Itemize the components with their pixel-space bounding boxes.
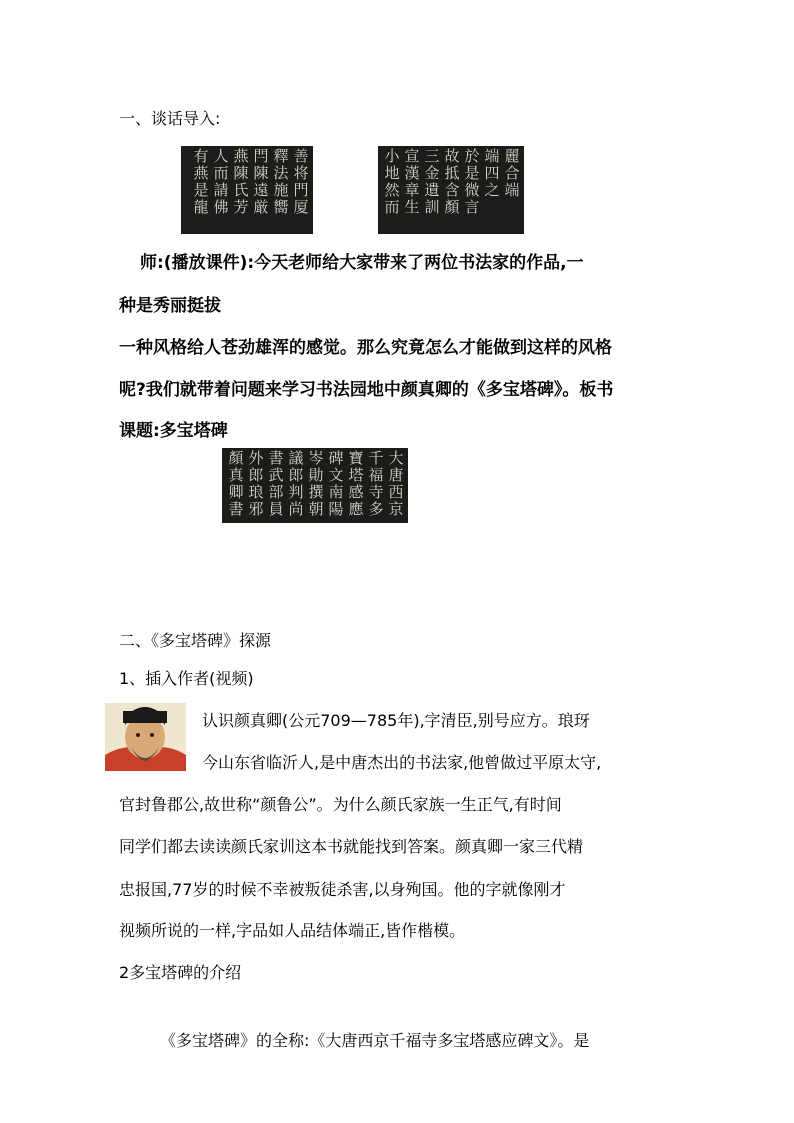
author-text-line: 视频所说的一样,字品如人品结体端正,皆作楷模。 [119, 921, 466, 940]
teacher-text-line: 种是秀丽挺拔 [119, 296, 221, 316]
author-text-line: 官封鲁郡公,故世称“颜鲁公”。为什么颜氏家族一生正气,有时间 [119, 795, 562, 814]
author-text-line: 今山东省临沂人,是中唐杰出的书法家,他曾做过平原太守, [202, 753, 602, 772]
teacher-text-line: 课题:多宝塔碑 [119, 421, 228, 441]
section-heading-intro: 一、谈话导入: [119, 109, 221, 128]
author-text-line: 忠报国,77岁的时候不幸被叛徒杀害,以身殉国。他的字就像刚才 [119, 880, 566, 899]
subheading-author: 1、插入作者(视频) [119, 669, 254, 688]
author-text-line: 同学们都去读读颜氏家训这本书就能找到答案。颜真卿一家三代精 [119, 837, 584, 856]
teacher-text-line: 呢?我们就带着问题来学习书法园地中颜真卿的《多宝塔碑》。板书 [119, 380, 614, 400]
author-text-line: 认识颜真卿(公元709—785年),字清臣,别号应方。琅玡 [202, 711, 590, 730]
section-heading-origin: 二、《多宝塔碑》探源 [119, 631, 272, 650]
teacher-text-line: 一种风格给人苍劲雄浑的感觉。那么究竟怎么才能做到这样的风格 [119, 338, 612, 358]
calligraphy-rubbing-image: 善将門厦 釋法施嚮 閂陳遠厳 燕陳氏芳 人而請佛 有燕是龍 [181, 146, 313, 234]
intro-text-line: 《多宝塔碑》的全称:《大唐西京千福寺多宝塔感应碑文》。是 [160, 1031, 590, 1050]
portrait-image [105, 703, 186, 771]
portrait-drawing [105, 703, 186, 771]
subheading-intro: 2多宝塔碑的介绍 [119, 963, 242, 982]
calligraphy-rubbing-image: 麗合端 端四之 於是微言 故抵含顏 三金遺訓 宣漢章生 小地然而 [378, 146, 524, 234]
teacher-text-line: 师:(播放课件):今天老师给大家带来了两位书法家的作品,一 [140, 253, 584, 273]
calligraphy-rubbing-image: 大唐西京 千福寺多 寶塔感應 碑文南陽 岑勛撰朝 議郎判尚 書武部員 外郎琅邪 顏真卿書 [222, 448, 408, 523]
